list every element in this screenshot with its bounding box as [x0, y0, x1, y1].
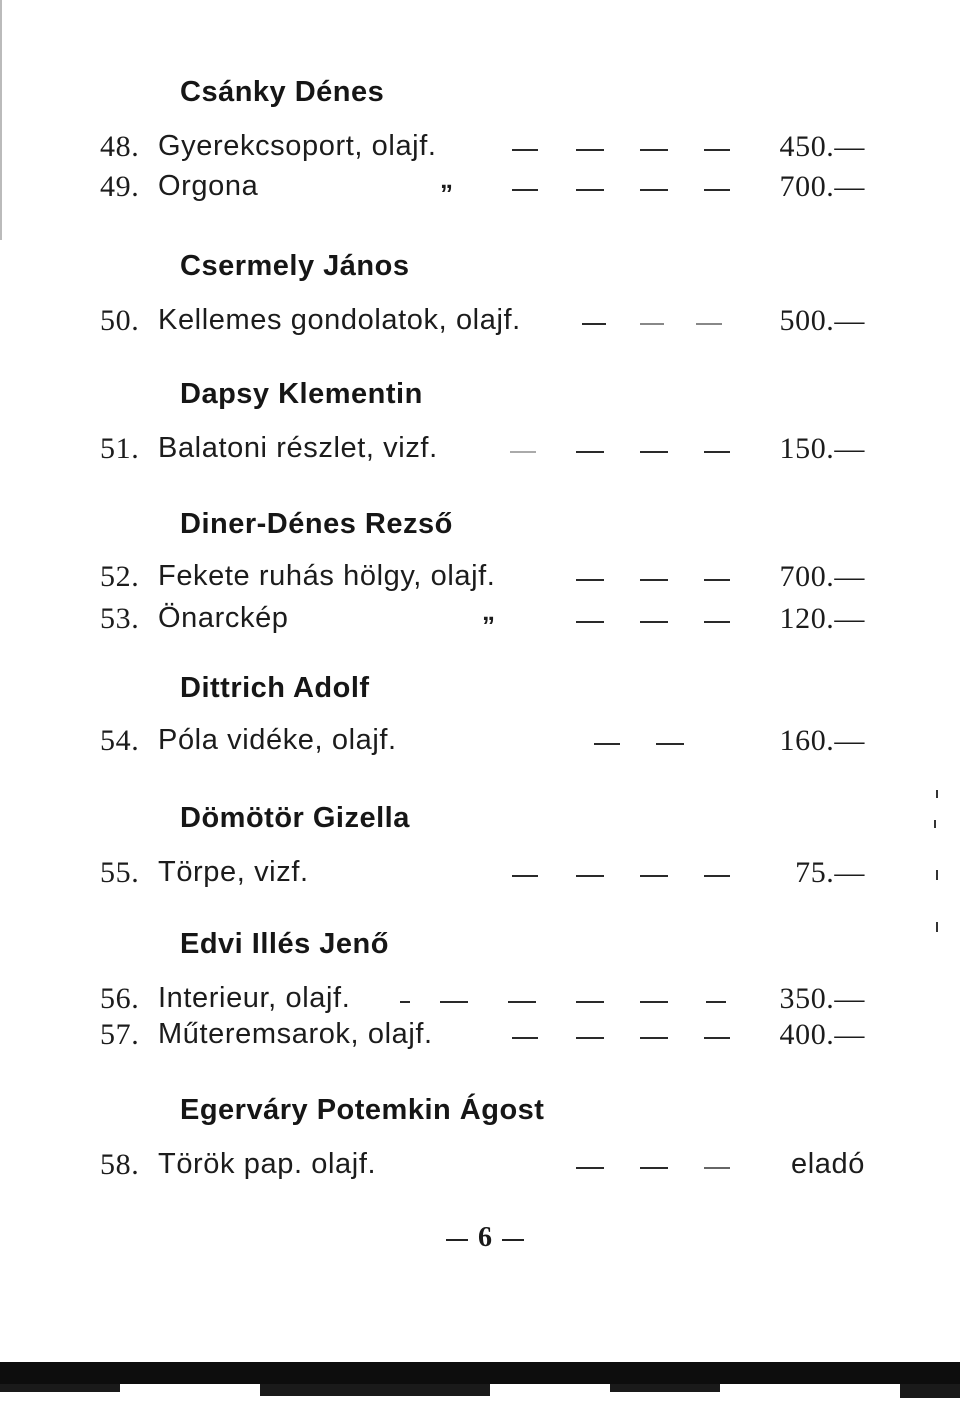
entry-number: 54.: [100, 724, 140, 757]
entry-price: 120.—: [779, 602, 865, 635]
entry-price: 500.—: [779, 304, 865, 337]
entry-price: 400.—: [779, 1018, 865, 1051]
catalog-entry: [100, 432, 865, 472]
leader-dash: [400, 1001, 410, 1003]
leader-dash: [512, 149, 538, 151]
scan-edge-bar: [0, 1362, 960, 1384]
ditto-mark: „: [482, 596, 496, 626]
leader-dash: [510, 451, 536, 453]
entry-title: Gyerekcsoport, olajf.: [158, 130, 437, 162]
entry-title: Törpe, vizf.: [158, 856, 309, 888]
scan-speck: [936, 870, 938, 880]
leader-dash: [508, 1001, 536, 1003]
scan-edge-fray: [0, 1384, 120, 1392]
leader-dash: [640, 323, 664, 325]
entry-title: Interieur, olajf.: [158, 982, 351, 1014]
leader-dash: [640, 149, 668, 151]
artist-heading: Csermely János: [180, 250, 410, 282]
leader-dash: [706, 1001, 726, 1003]
entry-price: 75.—: [795, 856, 865, 889]
scan-speck: [936, 790, 938, 798]
scan-edge-fray: [900, 1384, 960, 1398]
entry-number: 51.: [100, 432, 140, 465]
leader-dash: [576, 579, 604, 581]
entry-number: 50.: [100, 304, 140, 337]
leader-dash: [576, 451, 604, 453]
leader-dash: [704, 451, 730, 453]
catalog-entry: [100, 130, 865, 170]
scan-edge-fray: [610, 1384, 720, 1392]
leader-dash: [704, 149, 730, 151]
entry-title: Önarckép: [158, 602, 289, 634]
page-number-dash: [446, 1239, 468, 1241]
leader-dash: [512, 1037, 538, 1039]
entry-price: 350.—: [779, 982, 865, 1015]
entry-title: Török pap. olajf.: [158, 1148, 377, 1180]
leader-dash: [576, 875, 604, 877]
catalog-entry: [100, 1018, 865, 1058]
entry-number: 58.: [100, 1148, 140, 1181]
page-number-dash: [502, 1239, 524, 1241]
artist-heading: Dapsy Klementin: [180, 378, 423, 410]
leader-dash: [640, 189, 668, 191]
catalog-entry: [100, 596, 865, 642]
entry-price: eladó: [791, 1148, 865, 1180]
leader-dash: [704, 189, 730, 191]
leader-dash: [640, 1037, 668, 1039]
entry-title: Balatoni részlet, vizf.: [158, 432, 438, 464]
leader-dash: [640, 621, 668, 623]
entry-number: 49.: [100, 170, 140, 203]
leader-dash: [656, 743, 684, 745]
leader-dash: [576, 1037, 604, 1039]
leader-dash: [576, 1167, 604, 1169]
catalog-entry: [100, 304, 865, 344]
entry-price: 150.—: [779, 432, 865, 465]
entry-title: Póla vidéke, olajf.: [158, 724, 397, 756]
page-number: [430, 1222, 540, 1254]
leader-dash: [704, 1167, 730, 1169]
artist-heading: Csánky Dénes: [180, 76, 385, 108]
entry-title: Műteremsarok, olajf.: [158, 1018, 433, 1050]
entry-price: 700.—: [779, 560, 865, 593]
scan-edge-mark: [0, 0, 2, 240]
entry-number: 48.: [100, 130, 140, 163]
leader-dash: [512, 875, 538, 877]
ditto-mark: „: [440, 164, 454, 194]
catalog-entry: [100, 982, 865, 1022]
entry-number: 55.: [100, 856, 140, 889]
catalog-entry: [100, 856, 865, 896]
artist-heading: Dittrich Adolf: [180, 672, 370, 704]
catalog-entry: [100, 164, 865, 210]
scan-bottom-edge: [0, 1362, 960, 1410]
catalog-entry: [100, 1148, 865, 1188]
leader-dash: [640, 1001, 668, 1003]
leader-dash: [576, 189, 604, 191]
leader-dash: [594, 743, 620, 745]
leader-dash: [640, 1167, 668, 1169]
leader-dash: [704, 621, 730, 623]
artist-heading: Diner-Dénes Rezső: [180, 508, 453, 540]
leader-dash: [640, 875, 668, 877]
entry-price: 450.—: [779, 130, 865, 163]
entry-number: 56.: [100, 982, 140, 1015]
leader-dash: [576, 1001, 604, 1003]
leader-dash: [696, 323, 722, 325]
artist-heading: Dömötör Gizella: [180, 802, 410, 834]
entry-title: Kellemes gondolatok, olajf.: [158, 304, 521, 336]
entry-price: 700.—: [779, 170, 865, 203]
scan-speck: [934, 820, 936, 828]
artist-heading: Edvi Illés Jenő: [180, 928, 389, 960]
leader-dash: [582, 323, 606, 325]
entry-title: Fekete ruhás hölgy, olajf.: [158, 560, 496, 592]
scan-speck: [936, 922, 938, 932]
leader-dash: [512, 189, 538, 191]
artist-heading: Egerváry Potemkin Ágost: [180, 1094, 545, 1126]
catalog-entry: [100, 724, 865, 764]
entry-number: 53.: [100, 602, 140, 635]
leader-dash: [576, 621, 604, 623]
leader-dash: [704, 579, 730, 581]
leader-dash: [640, 451, 668, 453]
scan-edge-fray: [260, 1384, 490, 1396]
entry-number: 57.: [100, 1018, 140, 1051]
leader-dash: [704, 875, 730, 877]
leader-dash: [704, 1037, 730, 1039]
entry-title: Orgona: [158, 170, 259, 202]
leader-dash: [440, 1001, 468, 1003]
page-number-value: 6: [478, 1222, 492, 1253]
entry-price: 160.—: [779, 724, 865, 757]
entry-number: 52.: [100, 560, 140, 593]
catalog-entry: [100, 560, 865, 600]
leader-dash: [640, 579, 668, 581]
leader-dash: [576, 149, 604, 151]
